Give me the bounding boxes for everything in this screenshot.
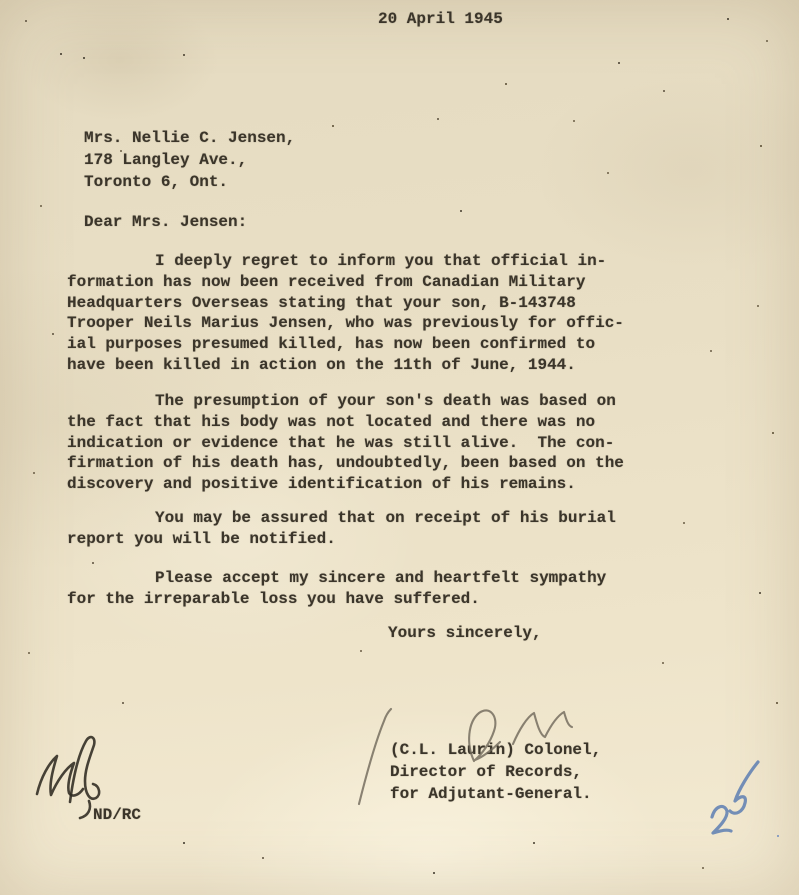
paragraph-line: have been killed in action on the 11th of June, 1944. [67, 355, 576, 374]
paper-specks [0, 0, 2, 2]
blue-number-annotation [712, 762, 758, 833]
paragraph-line: Please accept my sincere and heartfelt sympathy [155, 569, 607, 587]
paragraph-line: Trooper Neils Marius Jensen, who was previously for offic- [67, 314, 624, 333]
paragraph-line: for the irreparable loss you have suffered. [67, 589, 480, 608]
signatory-name: (C.L. Laurin) Colonel, [390, 741, 602, 759]
signatory-title: Director of Records, [390, 762, 583, 781]
letter-date: 20 April 1945 [378, 10, 503, 28]
typist-initials: ND/RC [93, 806, 142, 824]
paragraph-3 [67, 508, 616, 550]
paragraph-line: discovery and positive identification of his remains. [67, 475, 576, 494]
paragraph-4 [67, 568, 606, 610]
paragraph-line: report you will be notified. [67, 529, 336, 548]
paragraph-line: Headquarters Overseas stating that your son, B-143748 [67, 293, 576, 312]
paragraph-2 [67, 391, 624, 495]
paragraph-line: ial purposes presumed killed, has now been confirmed to [67, 335, 596, 354]
paragraph-line: You may be assured that on receipt of his burial [155, 509, 616, 527]
paragraph-line: formation has now been received from Canadian Military [67, 272, 586, 291]
recipient-name: Mrs. Nellie C. Jensen, [84, 129, 296, 147]
closing: Yours sincerely, [388, 624, 542, 642]
paragraph-line: indication or evidence that he was still alive. The con- [67, 433, 615, 452]
signatory-authority: for Adjutant-General. [390, 784, 592, 803]
monogram-handwritten [37, 737, 99, 818]
recipient-street: 178 Langley Ave., [84, 150, 248, 169]
paragraph-line: firmation of his death has, undoubtedly, been based on the [67, 454, 624, 473]
paragraph-line: the fact that his body was not located and there was no [67, 412, 596, 431]
signature-block [390, 740, 601, 806]
paragraph-1 [67, 251, 624, 376]
recipient-address [84, 128, 295, 194]
paragraph-line: I deeply regret to inform you that official in- [155, 252, 607, 270]
paragraph-line: The presumption of your son's death was based on [155, 392, 616, 410]
recipient-city: Toronto 6, Ont. [84, 172, 229, 191]
salutation: Dear Mrs. Jensen: [84, 213, 248, 231]
